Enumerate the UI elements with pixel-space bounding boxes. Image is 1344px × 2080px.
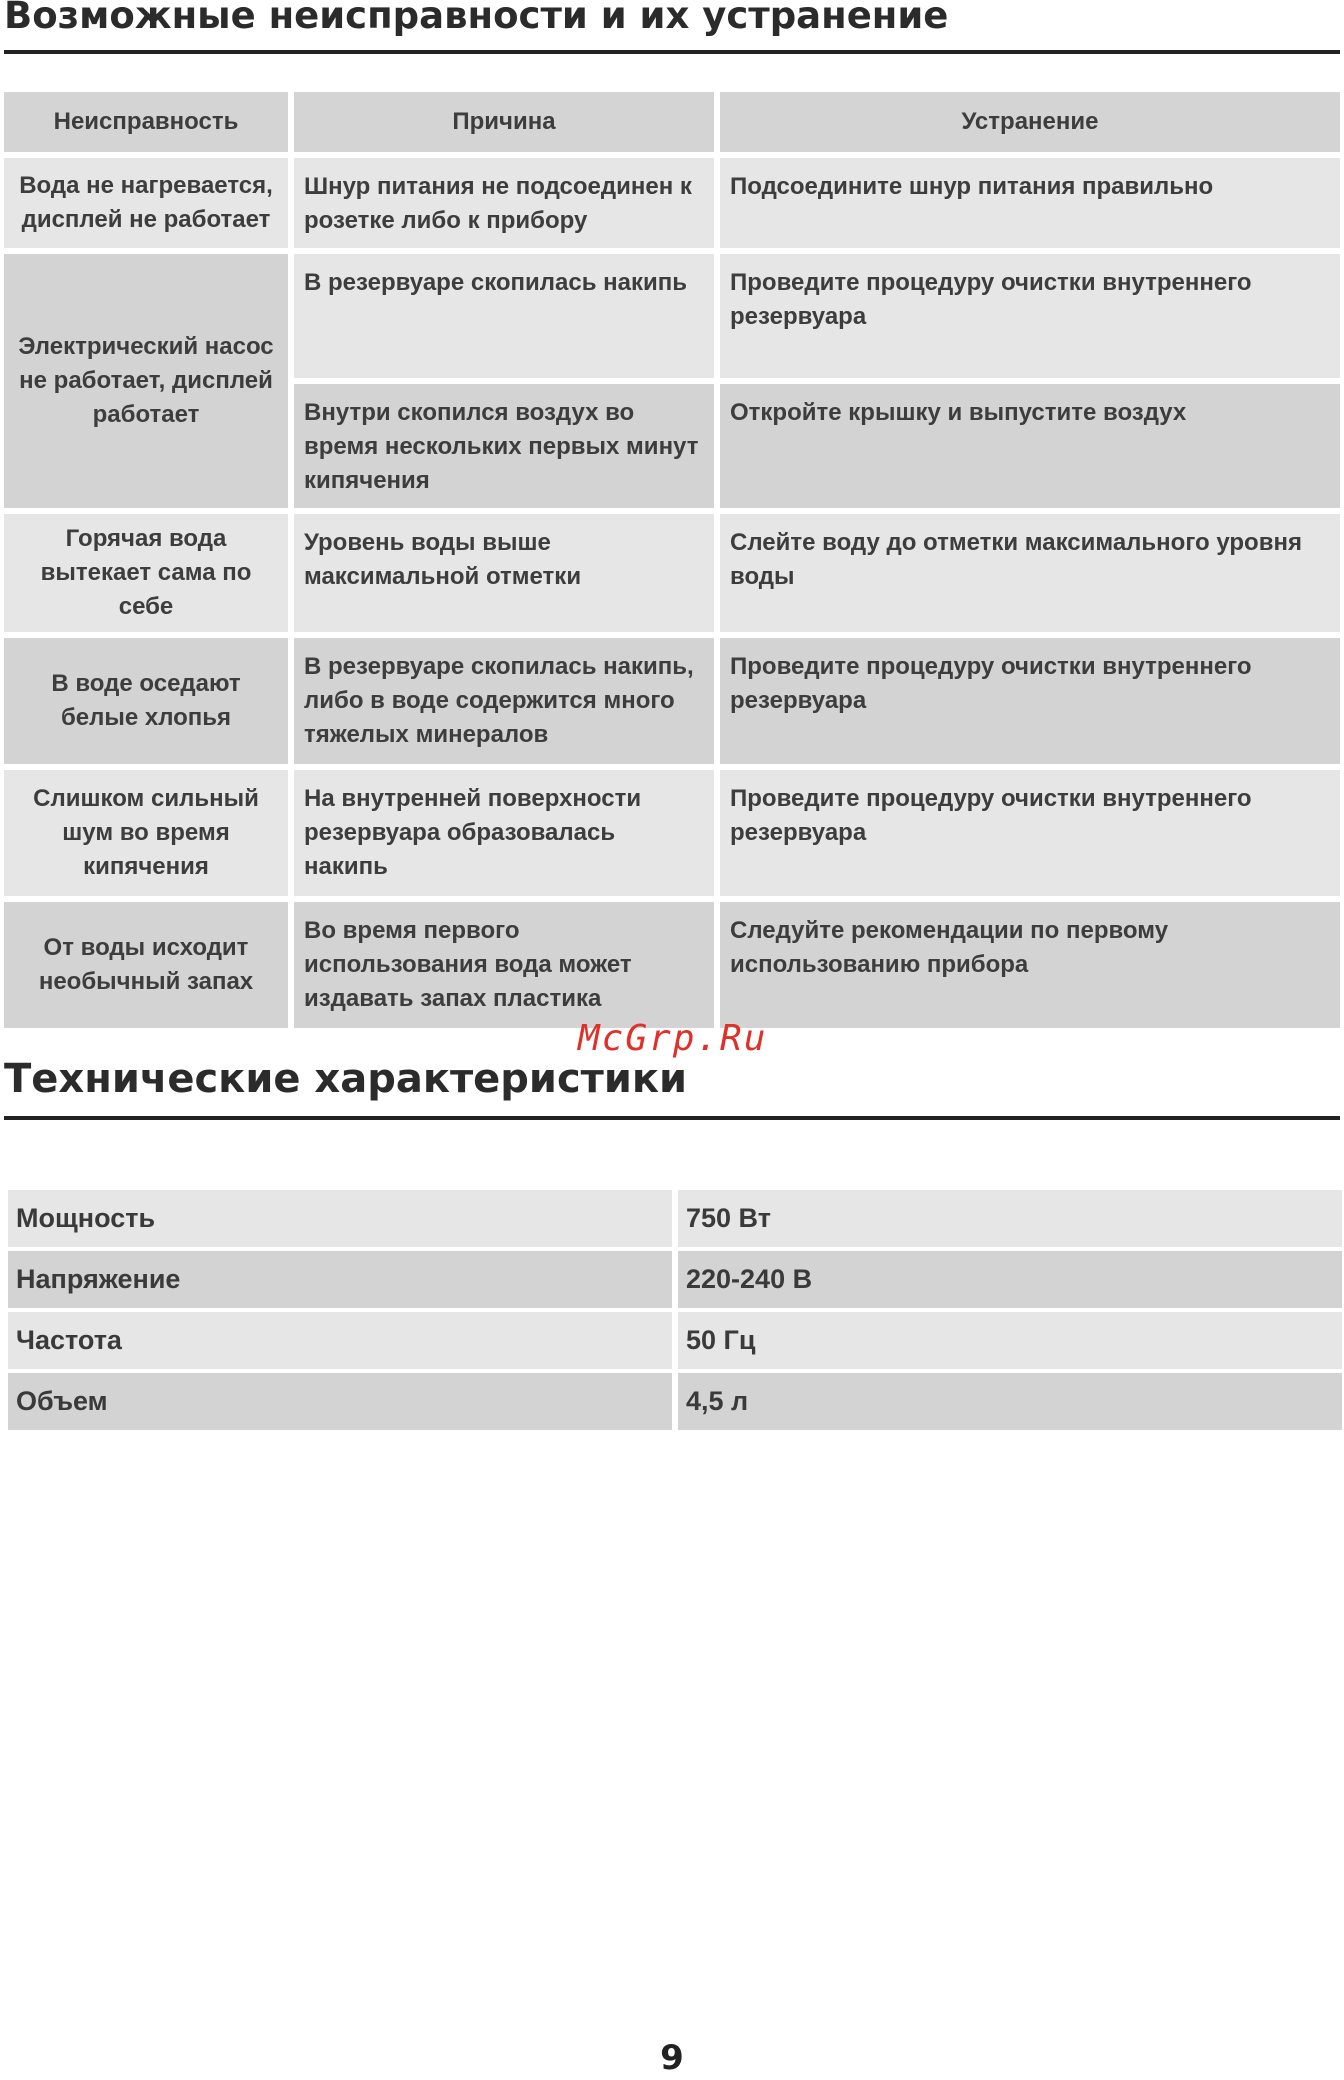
spec-value: 50 Гц xyxy=(678,1312,1342,1369)
fault-cell: Горячая вода вытекает сама по себе xyxy=(4,514,288,632)
spec-label: Напряжение xyxy=(8,1251,672,1308)
spec-row xyxy=(8,1190,1342,1247)
cause-cell: На внутренней поверхности резервуара образовалась накипь xyxy=(294,770,714,896)
fix-cell: Проведите процедуру очистки внутреннего резервуара xyxy=(720,254,1340,378)
table-row xyxy=(4,158,1340,248)
spec-row xyxy=(8,1251,1342,1308)
spec-label: Мощность xyxy=(8,1190,672,1247)
specs-table xyxy=(2,1186,1344,1434)
cause-cell: Шнур питания не подсоединен к розетке либо к прибору xyxy=(294,158,714,248)
page-number: 9 xyxy=(660,2038,684,2078)
spec-row xyxy=(8,1312,1342,1369)
fault-cell: От воды исходит необычный запах xyxy=(4,902,288,1028)
fault-cell: Электрический насос не работает, дисплей работает xyxy=(4,254,288,508)
header-fault: Неисправность xyxy=(4,92,288,152)
fix-cell: Проведите процедуру очистки внутреннего резервуара xyxy=(720,770,1340,896)
section-title-specs: Технические характеристики xyxy=(4,1056,688,1102)
fix-cell: Подсоедините шнур питания правильно xyxy=(720,158,1340,248)
watermark: McGrp.Ru xyxy=(578,1018,768,1059)
table-row xyxy=(4,254,1340,378)
header-cause: Причина xyxy=(294,92,714,152)
spec-value: 4,5 л xyxy=(678,1373,1342,1430)
header-fix: Устранение xyxy=(720,92,1340,152)
table-row xyxy=(4,770,1340,896)
cause-cell: Уровень воды выше максимальной отметки xyxy=(294,514,714,632)
fix-cell: Следуйте рекомендации по первому использованию прибора xyxy=(720,902,1340,1028)
cause-cell: В резервуаре скопилась накипь, либо в воде содержится много тяжелых минералов xyxy=(294,638,714,764)
troubleshooting-table xyxy=(0,86,1344,1034)
spec-label: Объем xyxy=(8,1373,672,1430)
cause-cell: Внутри скопился воздух во время нескольких первых минут кипячения xyxy=(294,384,714,508)
spec-label: Частота xyxy=(8,1312,672,1369)
fault-cell: Слишком сильный шум во время кипячения xyxy=(4,770,288,896)
fault-cell: Вода не нагревается, дисплей не работает xyxy=(4,158,288,248)
spec-row xyxy=(8,1373,1342,1430)
fault-cell: В воде оседают белые хлопья xyxy=(4,638,288,764)
section-title-troubleshooting: Возможные неисправности и их устранение xyxy=(4,0,949,37)
table-header-row xyxy=(4,92,1340,152)
title-rule xyxy=(4,1116,1340,1120)
cause-cell: Во время первого использования вода может издавать запах пластика xyxy=(294,902,714,1028)
table-row xyxy=(4,514,1340,632)
title-rule xyxy=(4,50,1340,54)
table-row xyxy=(4,902,1340,1028)
cause-cell: В резервуаре скопилась накипь xyxy=(294,254,714,378)
spec-value: 750 Вт xyxy=(678,1190,1342,1247)
table-row xyxy=(4,638,1340,764)
fix-cell: Слейте воду до отметки максимального уровня воды xyxy=(720,514,1340,632)
fix-cell: Откройте крышку и выпустите воздух xyxy=(720,384,1340,508)
spec-value: 220-240 В xyxy=(678,1251,1342,1308)
fix-cell: Проведите процедуру очистки внутреннего резервуара xyxy=(720,638,1340,764)
